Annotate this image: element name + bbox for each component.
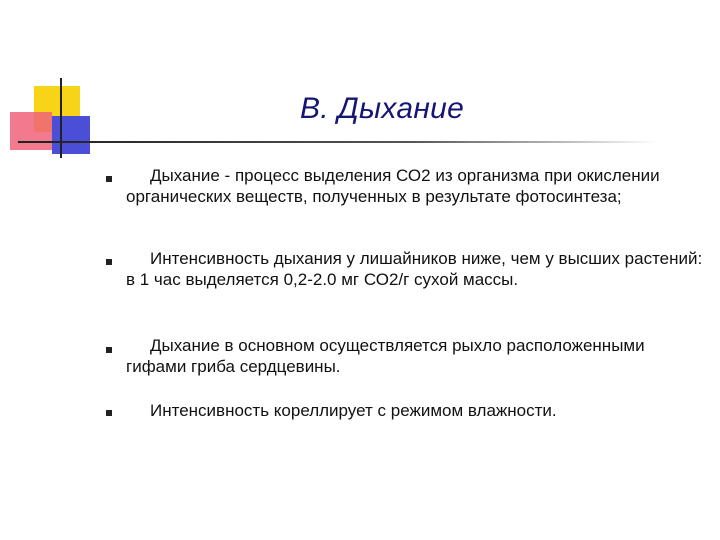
bullet-marker-icon	[106, 176, 112, 182]
bullet-text: Дыхание - процесс выделения СО2 из организма при окислении органических веществ, полученных в результате фотосинтеза;	[126, 166, 665, 206]
bullet-marker-icon	[106, 410, 112, 416]
bullet-text: Интенсивность кореллирует с режимом влажности.	[150, 401, 557, 420]
bullet-text: Дыхание в основном осуществляется рыхло расположенными гифами гриба сердцевины.	[126, 336, 650, 376]
slide-title: В. Дыхание	[300, 92, 465, 125]
bullet-marker-icon	[106, 347, 112, 353]
bullet-marker-icon	[106, 259, 112, 265]
bullet-text: Интенсивность дыхания у лишайников ниже, чем у высших растений: в 1 час выделяется 0,2-2.0 мг СО2/г сухой массы.	[126, 249, 707, 289]
